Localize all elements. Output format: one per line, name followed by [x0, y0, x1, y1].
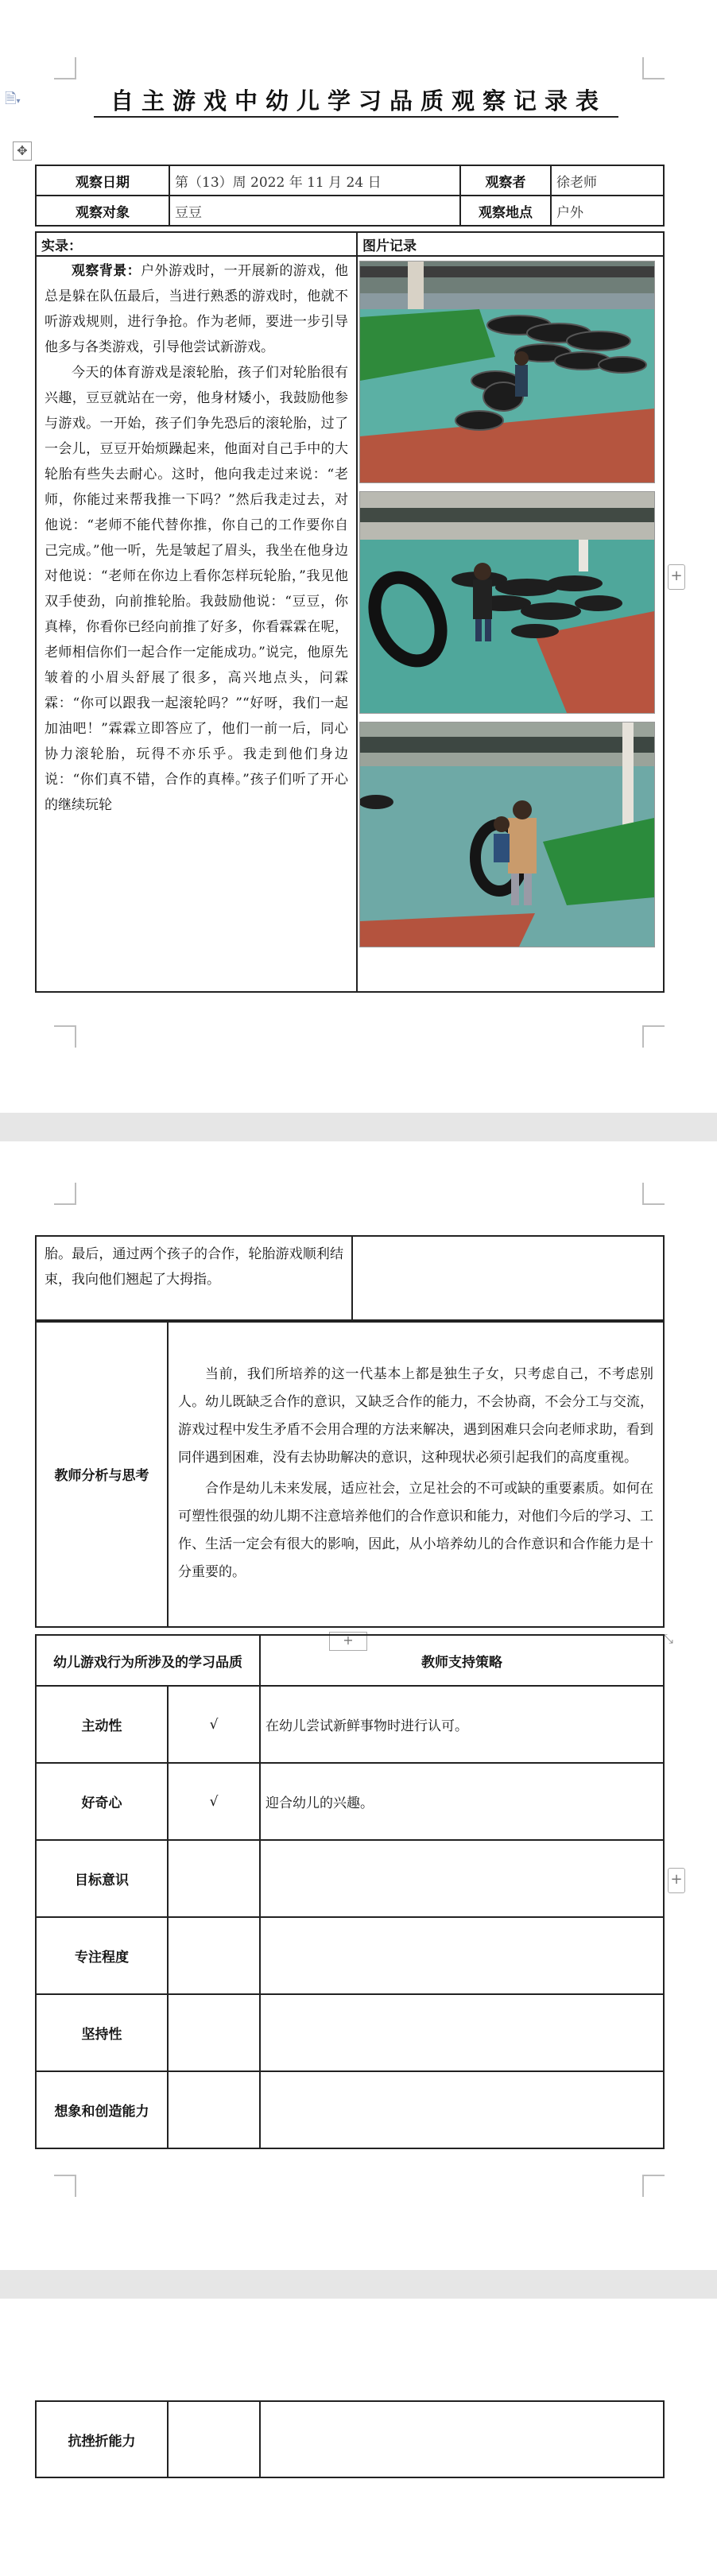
quality-check[interactable] [168, 2401, 260, 2477]
insert-row-button[interactable]: + [329, 1632, 367, 1651]
record-continued-cell[interactable] [36, 1236, 352, 1322]
quality-strategy[interactable] [260, 2401, 664, 2477]
record-cell[interactable] [36, 256, 357, 992]
photo-child-pushing-tire[interactable] [359, 491, 655, 714]
photo-header: 图片记录 [357, 232, 664, 256]
date-value[interactable]: 第（13）周 2022 年 11 月 24 日 [169, 165, 460, 196]
page-title: 自主游戏中幼儿学习品质观察记录表 [110, 87, 607, 114]
page-2 [0, 1141, 717, 2270]
quality-strategy[interactable] [260, 1994, 664, 2071]
margin-mark [54, 1025, 76, 1048]
quality-check[interactable]: √ [168, 1763, 260, 1840]
analysis-table [35, 1319, 665, 1628]
quality-strategy[interactable]: 迎合幼儿的兴趣。 [260, 1763, 664, 1840]
record-header: 实录： [36, 232, 357, 256]
margin-mark [54, 1183, 76, 1205]
target-value[interactable]: 豆豆 [169, 196, 460, 226]
story-paragraph: 今天的体育游戏是滚轮胎，孩子们对轮胎很有兴趣，豆豆就站在一旁，他身材矮小，我鼓励他参与游戏。一开始，孩子们争先恐后的滚轮胎，过了一会儿，豆豆开始烦躁起来，他面对自己手中的大轮胎有些失去耐心。这时，他向我走过来说：“老师，你能过来帮我推一下吗？”然后我走过去，对他说：“老师不能代替你推，你自己的工作要你自己完成。”他一听，先是皱起了眉头，我坐在他身边对他说：“老师在你边上看你怎样玩轮胎，”我见他双手使劲，向前推轮胎。我鼓励他说：“豆豆，你真棒，你看你已经向前推了好多，你看霖霖在呢，老师相信你们一起合作一定能成功。”说完，他原先皱着的小眉头舒展了很多，高兴地点头，问霖霖：“你可以跟我一起滚轮吗？”“好呀，我们一起加油吧！”霖霖立即答应了，他们一前一后，同心协力滚轮胎，玩得不亦乐乎。我走到他们身边说：“你们真不错，合作的真棒。”孩子们听了开心的继续玩轮 [45, 365, 348, 813]
quality-name: 坚持性 [36, 1994, 168, 2071]
observer-value[interactable]: 徐老师 [551, 165, 664, 196]
quality-check[interactable] [168, 1917, 260, 1994]
date-label: 观察日期 [36, 165, 169, 196]
quality-strategy[interactable] [260, 1840, 664, 1917]
place-label: 观察地点 [460, 196, 551, 226]
quality-strategy[interactable]: 在幼儿尝试新鲜事物时进行认可。 [260, 1686, 664, 1763]
quality-header-right: 教师支持策略 [260, 1635, 664, 1686]
page-3 [0, 2299, 717, 2576]
background-paragraph [45, 258, 348, 360]
quality-name: 抗挫折能力 [36, 2401, 168, 2477]
quality-strategy[interactable] [260, 2071, 664, 2148]
photo-tire-pile[interactable] [359, 261, 655, 483]
quality-name: 主动性 [36, 1686, 168, 1763]
margin-mark [642, 2175, 665, 2197]
analysis-para-1: 当前，我们所培养的这一代基本上都是独生子女，只考虑自己，不考虑别人。幼儿既缺乏合作的意识，又缺乏合作的能力，不会协商，不会分工与交流，游戏过程中发生矛盾不会用合理的方法来解决，遇到困难只会向老师求助，看到同伴遇到困难，没有去协助解决的意识，这种现状必须引起我们的高度重视。 [178, 1366, 653, 1466]
quality-name: 想象和创造能力 [36, 2071, 168, 2148]
quality-check[interactable] [168, 2071, 260, 2148]
quality-table [35, 1634, 665, 2149]
record-continued-table [35, 1235, 665, 1323]
resize-table-icon[interactable]: ⤡ [663, 1631, 673, 1646]
background-label: 观察背景： [72, 263, 141, 279]
quality-name: 目标意识 [36, 1840, 168, 1917]
analysis-label: 教师分析与思考 [36, 1320, 168, 1627]
page-1 [0, 0, 717, 1113]
analysis-para-2: 合作是幼儿未来发展，适应社会，立足社会的不可或缺的重要素质。如何在可塑性很强的幼儿期不注意培养他们的合作意识和能力，对他们今后的学习、工作、生活一定会有很大的影响，因此，从小培养幼儿的合作意识和合作能力是十分重要的。 [178, 1481, 653, 1580]
margin-mark [642, 1183, 665, 1205]
margin-mark [54, 57, 76, 79]
quality-table-continued [35, 2400, 665, 2478]
quality-name: 专注程度 [36, 1917, 168, 1994]
observer-label: 观察者 [460, 165, 551, 196]
add-row-button[interactable]: + [668, 1868, 685, 1893]
margin-mark [54, 2175, 76, 2197]
quality-check[interactable]: √ [168, 1686, 260, 1763]
margin-mark [642, 1025, 665, 1048]
target-label: 观察对象 [36, 196, 169, 226]
document-icon[interactable]: 🗎▾ [5, 91, 21, 107]
analysis-cell[interactable] [168, 1320, 664, 1627]
quality-strategy[interactable] [260, 1917, 664, 1994]
photo-continued-cell[interactable] [352, 1236, 664, 1322]
info-table [35, 165, 665, 227]
quality-name: 好奇心 [36, 1763, 168, 1840]
move-handle-icon[interactable]: ✥ [13, 141, 32, 161]
page-gap [0, 1113, 717, 1141]
record-continued-text: 胎。最后，通过两个孩子的合作，轮胎游戏顺利结束，我向他们翘起了大拇指。 [45, 1246, 343, 1288]
quality-check[interactable] [168, 1994, 260, 2071]
quality-check[interactable] [168, 1840, 260, 1917]
background-text: 户外游戏时，一开展新的游戏，他总是躲在队伍最后，当进行熟悉的游戏时，他就不听游戏规则，进行争抢。作为老师，要进一步引导他多与各类游戏，引导他尝试新游戏。 [45, 263, 349, 355]
quality-header-left: 幼儿游戏行为所涉及的学习品质 [36, 1635, 260, 1686]
add-row-button[interactable]: + [668, 564, 685, 590]
page-gap [0, 2270, 717, 2299]
margin-mark [642, 57, 665, 79]
title-underline [94, 116, 618, 118]
photo-two-children-tire[interactable] [359, 722, 655, 947]
place-value[interactable]: 户外 [551, 196, 664, 226]
